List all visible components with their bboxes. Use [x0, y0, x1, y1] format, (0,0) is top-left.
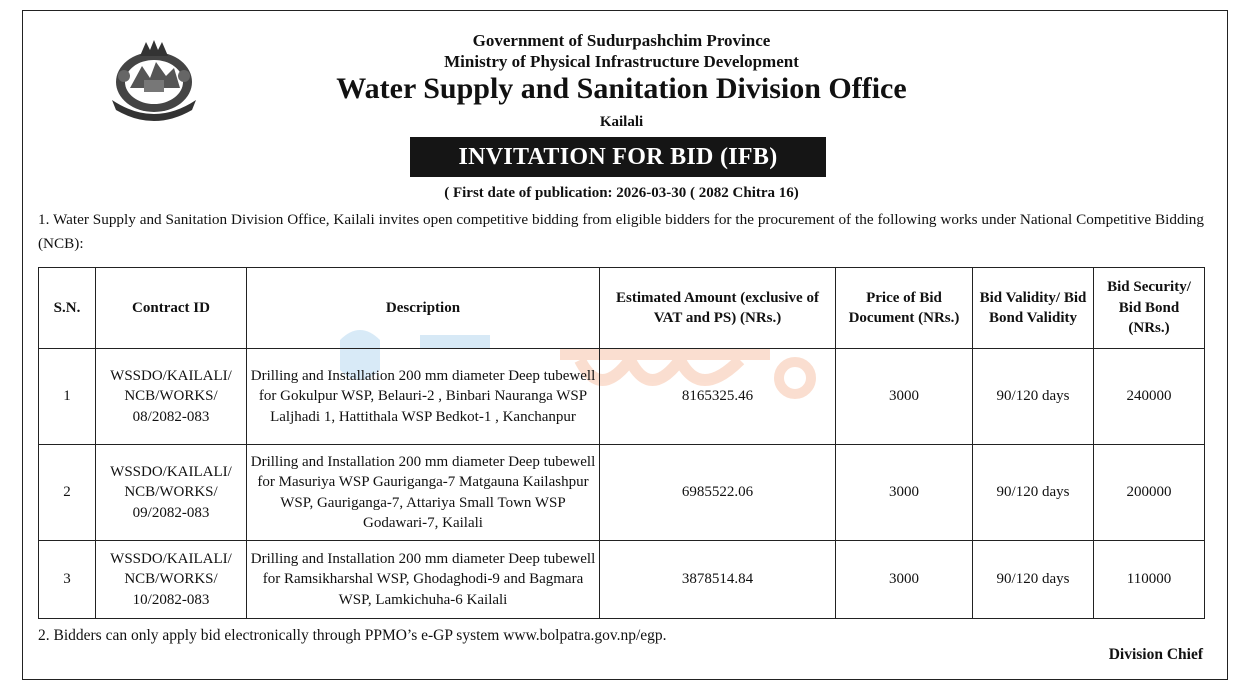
e-gp-note: 2. Bidders can only apply bid electronically through PPMO’s e-GP system www.bolpatra.gov.np/egp.	[38, 627, 667, 644]
cell-sn: 2	[39, 445, 96, 541]
cell-contract-id: WSSDO/KAILALI/ NCB/WORKS/ 10/2082-083	[96, 541, 247, 619]
cell-amount: 3878514.84	[600, 541, 836, 619]
cell-price: 3000	[836, 541, 973, 619]
cell-price: 3000	[836, 445, 973, 541]
header-contract-id: Contract ID	[96, 268, 247, 349]
ministry-heading: Ministry of Physical Infrastructure Development	[444, 52, 799, 71]
header-sn: S.N.	[39, 268, 96, 349]
cell-amount: 8165325.46	[600, 349, 836, 445]
cell-validity: 90/120 days	[973, 541, 1094, 619]
table-header-row	[39, 268, 1205, 349]
table-row	[39, 445, 1205, 541]
table-row	[39, 541, 1205, 619]
intro-paragraph: 1. Water Supply and Sanitation Division Office, Kailali invites open competitive bidding from eligible bidders for the procurement of the following works under National Competitive Bidding (NCB):	[38, 211, 1204, 252]
bids-table	[38, 267, 1205, 619]
cell-description: Drilling and Installation 200 mm diameter Deep tubewell for Masuriya WSP Gauriganga-7 Matgauna Kailashpur WSP, Gauriganga-7, Attariya Small Town WSP Godawari-7, Kailali	[247, 445, 600, 541]
cell-amount: 6985522.06	[600, 445, 836, 541]
cell-security: 200000	[1094, 445, 1205, 541]
government-heading: Government of Sudurpashchim Province	[472, 31, 771, 50]
cell-contract-id: WSSDO/KAILALI/ NCB/WORKS/ 09/2082-083	[96, 445, 247, 541]
office-heading: Water Supply and Sanitation Division Office	[336, 72, 907, 105]
table-row	[39, 349, 1205, 445]
notice-title-box	[410, 137, 826, 177]
cell-validity: 90/120 days	[973, 349, 1094, 445]
header-validity: Bid Validity/ Bid Bond Validity	[973, 268, 1094, 349]
header-description: Description	[247, 268, 600, 349]
cell-description: Drilling and Installation 200 mm diameter Deep tubewell for Gokulpur WSP, Belauri-2 , Binbari Nauranga WSP Laljhadi 1, Hattithala WSP Bedkot-1 , Kanchanpur	[247, 349, 600, 445]
cell-validity: 90/120 days	[973, 445, 1094, 541]
notice-title: INVITATION FOR BID (IFB)	[458, 143, 778, 170]
cell-security: 110000	[1094, 541, 1205, 619]
header-price: Price of Bid Document (NRs.)	[836, 268, 973, 349]
cell-security: 240000	[1094, 349, 1205, 445]
cell-description: Drilling and Installation 200 mm diameter Deep tubewell for Ramsikharshal WSP, Ghodaghodi-9 and Bagmara WSP, Lamkichuha-6 Kailali	[247, 541, 600, 619]
signature-title: Division Chief	[1108, 646, 1203, 663]
header-amount: Estimated Amount (exclusive of VAT and PS) (NRs.)	[600, 268, 836, 349]
cell-price: 3000	[836, 349, 973, 445]
publication-date: ( First date of publication: 2026-03-30 ( 2082 Chitra 16)	[444, 185, 799, 201]
header-security: Bid Security/ Bid Bond (NRs.)	[1094, 268, 1205, 349]
cell-contract-id: WSSDO/KAILALI/ NCB/WORKS/ 08/2082-083	[96, 349, 247, 445]
cell-sn: 3	[39, 541, 96, 619]
cell-sn: 1	[39, 349, 96, 445]
district-heading: Kailali	[599, 114, 644, 130]
